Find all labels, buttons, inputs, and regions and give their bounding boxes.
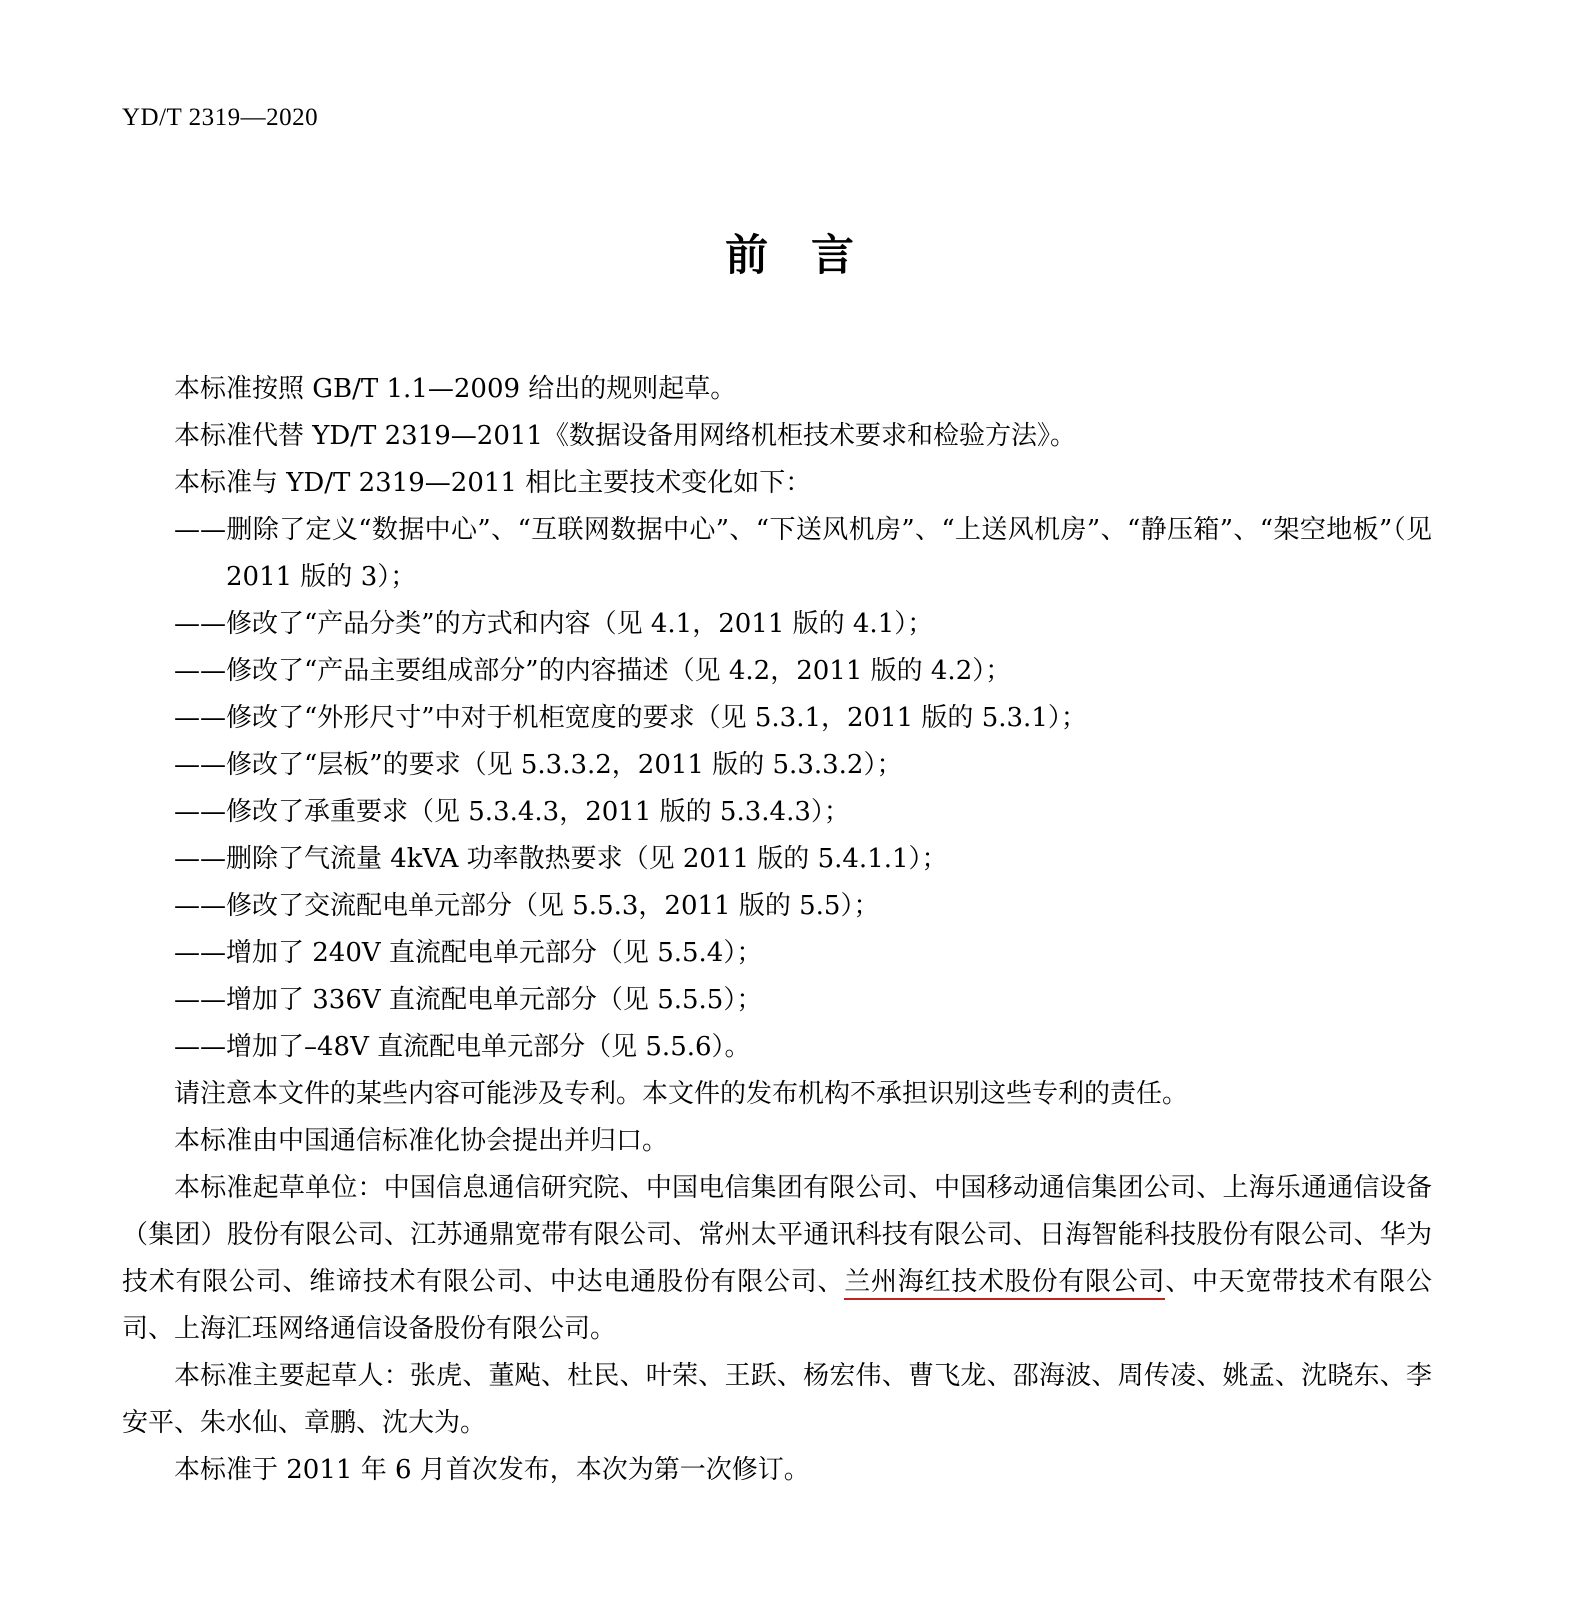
change-list-item: ——修改了“外形尺寸”中对于机柜宽度的要求（见 5.3.1，2011 版的 5.3.1）； — [174, 703, 1087, 733]
change-list-item: ——修改了交流配电单元部分（见 5.5.3，2011 版的 5.5）； — [174, 891, 880, 921]
change-list-item: ——修改了承重要求（见 5.3.4.3，2011 版的 5.3.4.3）； — [174, 797, 850, 827]
paragraph: 本标准由中国通信标准化协会提出并归口。 — [174, 1126, 669, 1156]
change-list-item: ——增加了 336V 直流配电单元部分（见 5.5.5）； — [174, 985, 763, 1015]
paragraph: 请注意本文件的某些内容可能涉及专利。本文件的发布机构不承担识别这些专利的责任。 — [174, 1079, 1189, 1109]
drafting-units-text: 中国信息通信研究院、中国电信集团有限公司、中国移动通信集团公司、上海乐通通信设备（集团）股份有限公司、江苏通鼎宽带有限公司、常州太平通讯科技有限公司、日海智能科技股份有限公司、华为技术有限公司、维谛技术有限公司、中达电通股份有限公司、 — [122, 1173, 1432, 1297]
page-title-char-2: 言 — [811, 231, 855, 281]
change-list-item: ——删除了定义“数据中心”、“互联网数据中心”、“下送风机房”、“上送风机房”、“静压箱”、“架空地板”（见 2011 版的 3）； — [174, 515, 1432, 592]
change-list-item: ——删除了气流量 4kVA 功率散热要求（见 2011 版的 5.4.1.1）； — [174, 844, 948, 874]
drafters-paragraph — [122, 1353, 1432, 1447]
foreword-body — [122, 366, 1432, 1494]
drafting-units-paragraph — [122, 1165, 1432, 1353]
drafting-units-label: 本标准起草单位： — [174, 1173, 384, 1203]
change-list-item: ——修改了“产品分类”的方式和内容（见 4.1，2011 版的 4.1）； — [174, 609, 934, 639]
change-list-item: ——增加了–48V 直流配电单元部分（见 5.5.6）。 — [174, 1032, 751, 1062]
paragraph: 本标准按照 GB/T 1.1—2009 给出的规则起草。 — [174, 374, 737, 404]
drafting-units-highlighted-company: 兰州海红技术股份有限公司 — [844, 1267, 1165, 1300]
change-list-item: ——修改了“层板”的要求（见 5.3.3.2，2011 版的 5.3.3.2）； — [174, 750, 903, 780]
drafters-label: 本标准主要起草人： — [174, 1361, 410, 1391]
drafters-text: 张虎、董飐、杜民、叶荣、王跃、杨宏伟、曹飞龙、邵海波、周传凌、姚孟、沈晓东、李安平、朱水仙、章鹏、沈大为。 — [122, 1361, 1432, 1438]
change-list-item: ——修改了“产品主要组成部分”的内容描述（见 4.2，2011 版的 4.2）； — [174, 656, 1012, 686]
page-header-standard-code: YD/T 2319—2020 — [122, 104, 319, 131]
drafting-units-text-tail: 、中天宽带技术有限公司、上海汇珏网络通信设备股份有限公司。 — [122, 1267, 1432, 1344]
page-title-char-1: 前 — [725, 231, 769, 281]
page-title — [0, 222, 1580, 283]
paragraph: 本标准与 YD/T 2319—2011 相比主要技术变化如下： — [174, 468, 812, 498]
paragraph: 本标准代替 YD/T 2319—2011《数据设备用网络机柜技术要求和检验方法》。 — [174, 421, 1076, 451]
change-list-item: ——增加了 240V 直流配电单元部分（见 5.5.4）； — [174, 938, 763, 968]
publication-paragraph: 本标准于 2011 年 6 月首次发布，本次为第一次修订。 — [174, 1455, 810, 1485]
